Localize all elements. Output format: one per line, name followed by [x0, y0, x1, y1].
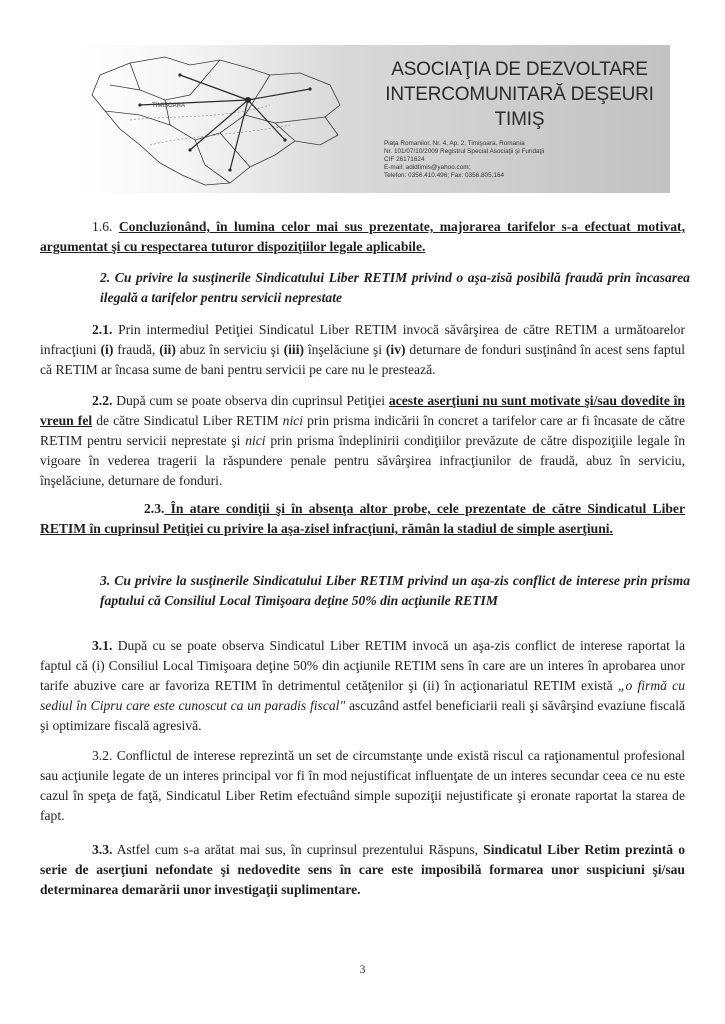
org-name-line2: INTERCOMUNITARĂ DEŞEURI: [385, 84, 654, 105]
paragraph-3-1: [40, 636, 685, 736]
paragraph-number: 2.2.: [92, 393, 113, 408]
heading-number: 2.: [100, 270, 111, 285]
heading-text: Cu privire la susţinerile Sindicatului Liber RETIM privind o aşa-zisă posibilă fraudă prin încasarea ilegală a tarifelor pentru servicii neprestate: [100, 270, 690, 305]
page-number: 3: [359, 962, 366, 976]
paragraph-text: ascuzând astfel beneficiarii reali şi săvârşind evaziune fiscală şi optimizare fiscală agresivă.: [40, 698, 685, 733]
conclusion-text: Concluzionând, în lumina celor mai sus prezentate, majorarea tarifelor s-a efectuat motivat, argumentat şi cu respectarea tuturor dispoziţiilor legale aplicabile.: [40, 219, 685, 254]
paragraph-text: abuz în serviciu şi: [175, 342, 284, 357]
emphasis-text: Sindicatul Liber Retim prezintă o serie de aserţiuni nefondate şi nedovedite sens în care este imposibilă formarea unor suspiciuni şi/sau determinarea demarării unor investigaţii suplimentare.: [40, 842, 685, 897]
paragraph-text: de către Sindicatul Liber RETIM: [92, 413, 283, 428]
paragraph-1-6: [40, 217, 685, 257]
paragraph-number: 2.3.: [144, 501, 165, 516]
org-cif: CIF 26171624: [384, 156, 425, 163]
paragraph-text: înşelăciune şi: [304, 342, 386, 357]
heading-text: Cu privire la susţinerile Sindicatului Liber RETIM privind un aşa-zis conflict de interese prin prisma faptului că Consiliul Local Timişoara deţine 50% din acţiunile RETIM: [100, 573, 690, 608]
org-phone: Telefon: 0356.410.496; Fax: 0356.805.164: [384, 172, 505, 179]
letterhead: [70, 45, 670, 193]
emphasis-text: aceste aserţiuni nu sunt motivate şi/sau dovedite în vreun fel: [40, 393, 685, 428]
paragraph-number: 3.1.: [92, 638, 113, 653]
paragraph-2-1: [40, 320, 685, 380]
paragraph-text: Prin intermediul Petiţiei Sindicatul Liber RETIM invocă săvârşirea de către RETIM a următoarelor infracţiuni: [40, 322, 685, 357]
paragraph-text: prin prisma îndeplinirii condiţiilor prevăzute de către dispoziţiile legale în vigoare în vederea tragerii la răspundere penale pentru săvârşirea infracţiunilor de fraudă, abuz în serviciu, înşelăciune, deturnare de fonduri.: [40, 433, 685, 488]
org-name-line3: TIMIŞ: [494, 109, 545, 130]
organization-name: [372, 57, 667, 132]
paragraph-text: Conflictul de interese reprezintă un set de circumstanţe unde există riscul ca raţionamentul profesional sau acţiunile legate de un interes principal vor fi în mod nejustificat influenţate de un interes secundar ceea ce nu este cazul în speţa de faţă, Sindicatul Liber Retim efectuând simple supoziţii nejustificate şi eronate raportat la starea de fapt.: [40, 748, 685, 823]
heading-number: 3.: [100, 573, 111, 588]
org-address: Piaţa Romanilor, Nr. 4, Ap. 2, Timişoara, Romania: [384, 140, 525, 147]
org-name-line1: ASOCIAŢIA DE DEZVOLTARE: [391, 59, 648, 80]
paragraph-text: După cu se poate observa Sindicatul Liber RETIM invocă un aşa-zis conflict de interese raportat la faptul că (i) Consiliul Local Timişoara deţine 50% din acţiunile RETIM sens în care are un interes în aprobarea unor tarife abuzive care ar favoriza RETIM în detrimentul cetăţenilor şi (ii) în acţionariatul RETIM există: [40, 638, 685, 693]
paragraph-number: 3.2.: [92, 748, 113, 763]
section-heading-2: [100, 268, 690, 308]
paragraph-text: deturnare de fonduri susţinând în acest sens faptul că RETIM ar încasa sume de bani pentru servicii pe care nu le prestează.: [40, 342, 685, 377]
paragraph-text: După cum se poate observa din cuprinsul Petiţiei: [116, 393, 389, 408]
emphasis-text: nici: [282, 413, 304, 428]
paragraph-3-2: [40, 746, 685, 826]
paragraph-number: 1.6.: [92, 219, 113, 234]
paragraph-number: 3.3.: [92, 842, 113, 857]
paragraph-2-3: [40, 499, 685, 539]
list-marker: (iv): [385, 342, 406, 357]
map-city-label: TIMIŞOARA: [152, 103, 186, 109]
list-marker: (ii): [159, 342, 176, 357]
section-heading-3: [100, 571, 690, 611]
paragraph-number: 2.1.: [92, 322, 113, 337]
quoted-text: „o firmă cu sediul în Cipru care este cunoscut ca un paradis fiscal": [40, 678, 685, 713]
paragraph-3-3: [40, 840, 685, 900]
paragraph-2-2: [40, 391, 685, 491]
emphasis-text: nici: [245, 433, 266, 448]
org-registry: Nr. 101/07/10/2009 Registrul Special Asociaţii şi Fundaţii: [384, 148, 545, 155]
paragraph-text: Astfel cum s-a arătat mai sus, în cuprinsul prezentului Răspuns,: [116, 842, 484, 857]
org-email: E-mail: adidtimis@yahoo.com;: [384, 164, 471, 171]
paragraph-text: În atare condiţii şi în absenţa altor probe, cele prezentate de către Sindicatul Liber RETIM în cuprinsul Petiţiei cu privire la aşa-zisel infracţiuni, rămân la stadiul de simple aserţiuni.: [40, 501, 685, 536]
list-marker: (i): [100, 342, 114, 357]
county-map-logo: [70, 45, 370, 193]
paragraph-text: prin prisma indicării în concret a tarifelor care ar fi încasate de către RETIM pentru servicii neprestate şi: [40, 413, 685, 448]
organization-contact: [384, 140, 664, 180]
list-marker: (iii): [283, 342, 305, 357]
paragraph-text: fraudă,: [113, 342, 160, 357]
